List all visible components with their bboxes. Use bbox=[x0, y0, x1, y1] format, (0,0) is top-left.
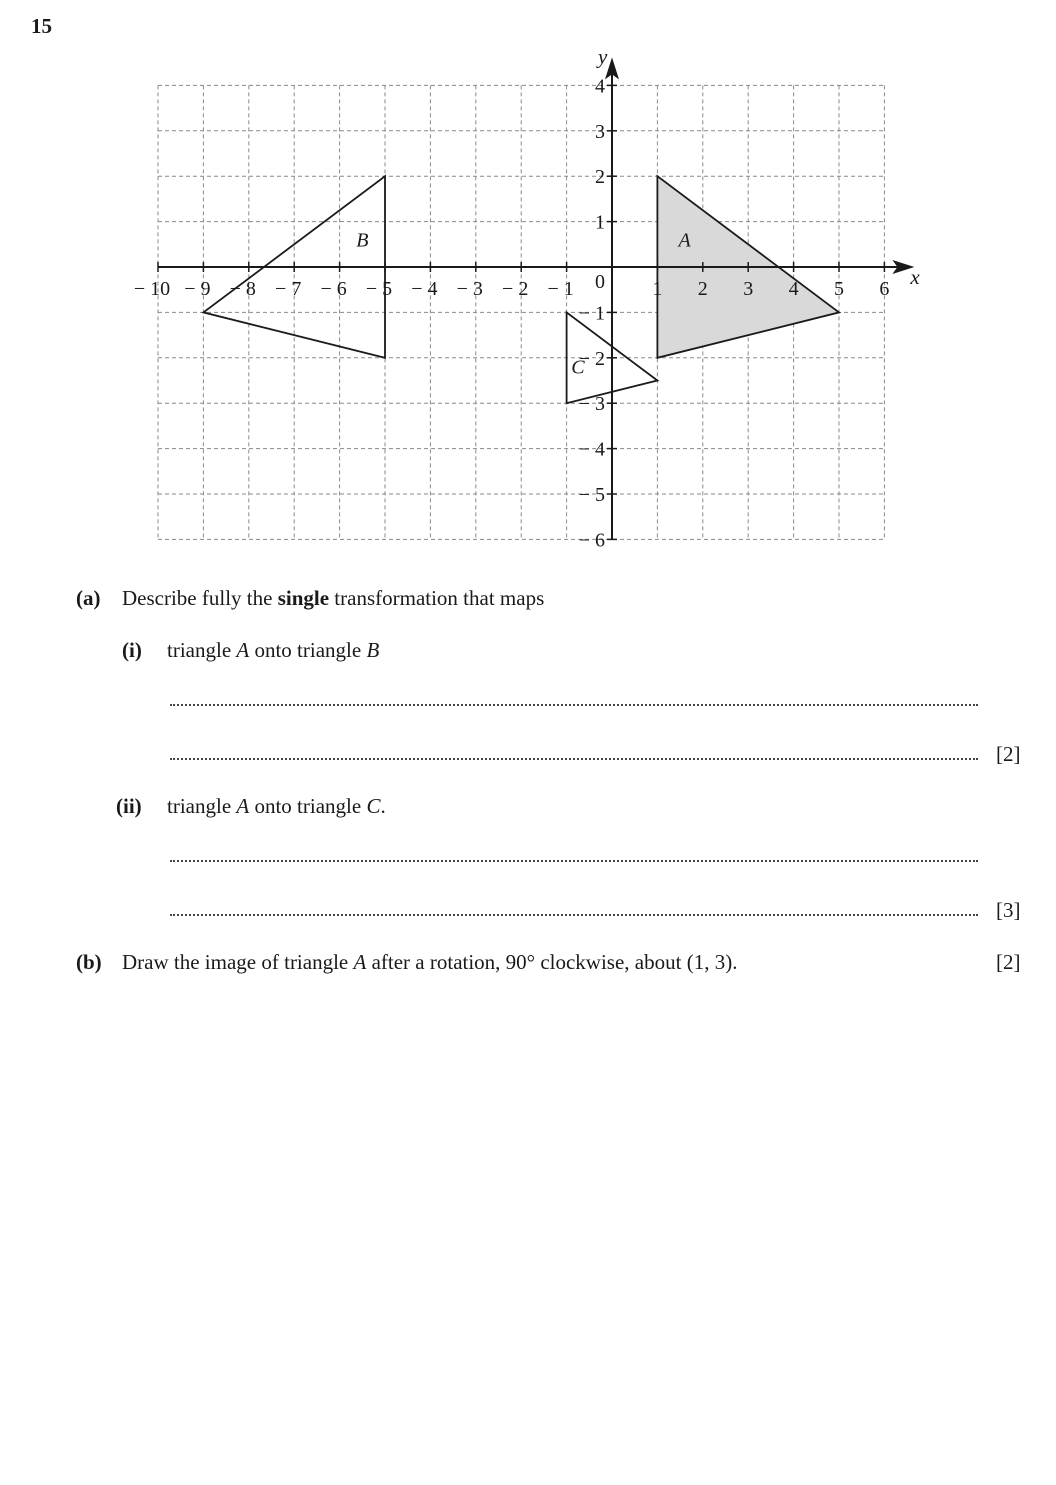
part-a-ii-question: triangle A onto triangle C. bbox=[167, 794, 386, 818]
part-a-label: (a) bbox=[76, 586, 101, 610]
y-tick-label: − 3 bbox=[578, 393, 605, 416]
marks-a-i: [2] bbox=[996, 742, 1021, 766]
y-tick-label: 2 bbox=[595, 166, 605, 189]
coordinate-grid-diagram bbox=[0, 0, 1056, 560]
x-tick-label: − 8 bbox=[229, 278, 256, 300]
x-tick-label: 1 bbox=[652, 278, 663, 300]
answer-line-a-ii-1[interactable] bbox=[170, 860, 978, 862]
x-tick-label: − 10 bbox=[133, 278, 171, 300]
x-tick-label: − 9 bbox=[184, 278, 211, 300]
part-b-question: Draw the image of triangle A after a rotation, 90° clockwise, about (1, 3). bbox=[122, 950, 738, 974]
triangle-label-B: B bbox=[356, 229, 369, 252]
x-tick-label: 6 bbox=[879, 278, 890, 300]
question-number: 15 bbox=[31, 14, 52, 38]
x-tick-label: − 2 bbox=[502, 278, 529, 300]
part-a-ii-label: (ii) bbox=[116, 794, 142, 818]
marks-b: [2] bbox=[996, 950, 1021, 974]
y-tick-label: − 2 bbox=[578, 347, 605, 370]
answer-line-a-i-2[interactable] bbox=[170, 758, 978, 760]
y-tick-label: − 5 bbox=[578, 484, 605, 506]
origin-label: 0 bbox=[595, 271, 605, 293]
x-tick-label: 4 bbox=[788, 278, 799, 300]
answer-line-a-i-1[interactable] bbox=[170, 704, 978, 706]
x-tick-label: − 1 bbox=[547, 278, 574, 300]
y-tick-label: − 4 bbox=[578, 438, 605, 461]
x-tick-label: − 5 bbox=[365, 278, 393, 300]
triangle-label-A: A bbox=[678, 229, 691, 252]
part-a-i-label: (i) bbox=[122, 638, 142, 662]
x-tick-label: − 7 bbox=[275, 278, 302, 300]
part-a-i-question: triangle A onto triangle B bbox=[167, 638, 380, 662]
x-tick-label: − 3 bbox=[456, 278, 483, 300]
x-tick-label: 2 bbox=[697, 278, 708, 300]
answer-line-a-ii-2[interactable] bbox=[170, 914, 978, 916]
y-tick-label: − 1 bbox=[578, 302, 605, 325]
part-a-question: Describe fully the single transformation that maps bbox=[122, 586, 545, 610]
x-tick-label: − 6 bbox=[320, 278, 347, 300]
x-tick-label: 3 bbox=[743, 278, 754, 300]
x-axis-label: x bbox=[910, 265, 920, 289]
y-tick-label: 4 bbox=[595, 75, 605, 98]
marks-a-ii: [3] bbox=[996, 898, 1021, 922]
y-axis-label: y bbox=[598, 44, 608, 69]
y-tick-label: 3 bbox=[595, 120, 605, 143]
part-b-label: (b) bbox=[76, 950, 102, 974]
x-tick-label: − 4 bbox=[411, 278, 438, 300]
y-tick-label: − 6 bbox=[578, 529, 605, 552]
x-tick-label: 5 bbox=[834, 278, 844, 300]
y-tick-label: 1 bbox=[595, 211, 605, 234]
triangle-label-C: C bbox=[571, 356, 585, 379]
